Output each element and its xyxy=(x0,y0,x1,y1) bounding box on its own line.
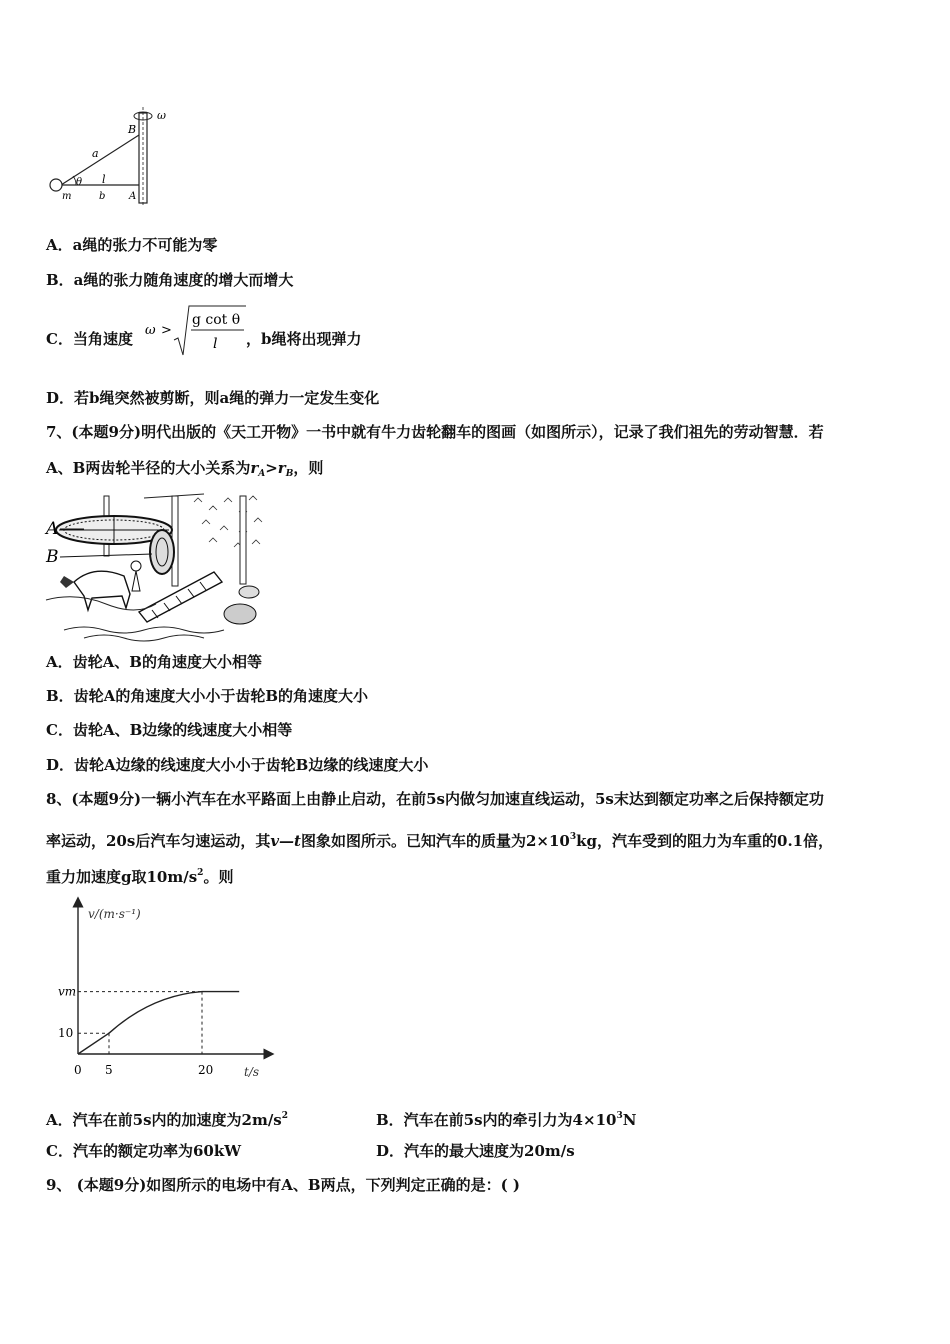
x-tick-5: 5 xyxy=(105,1063,113,1077)
q8-option-a-text: A．汽车在前5s内的加速度为2m/s xyxy=(46,1111,282,1129)
greater-than: > xyxy=(265,459,278,477)
series-segment-accel xyxy=(78,1033,109,1054)
q8-stem-line2-pre: 率运动，20s后汽车匀速运动，其 xyxy=(46,832,271,850)
q7-stem-line1: 7、(本题9分)明代出版的《天工开物》一书中就有牛力齿轮翻车的图画（如图所示），记录了我们祖先的劳动智慧．若 xyxy=(46,423,824,441)
label-m: m xyxy=(62,191,72,202)
y-tick-10: 10 xyxy=(58,1026,74,1041)
q8-stem-line3-pre: 重力加速度g取10m/s xyxy=(46,868,198,886)
q8-stem-line2 xyxy=(46,827,833,851)
q8-option-b-sup: 3 xyxy=(616,1111,623,1121)
figure-rope-pendulum xyxy=(44,105,184,211)
figure-ox-waterwheel xyxy=(44,492,266,642)
q8-option-b-text: B．汽车在前5s内的牵引力为4×10 xyxy=(376,1111,617,1129)
formula-omega: ω xyxy=(145,323,156,338)
label-a: a xyxy=(92,147,99,160)
q8-stem-line2-mid: 图象如图所示。已知汽车的质量为2×10 xyxy=(300,832,570,850)
q6-option-b: B．a绳的张力随角速度的增大而增大 xyxy=(46,271,294,289)
x-axis-label: t/s xyxy=(244,1065,260,1079)
label-theta: θ xyxy=(76,177,83,188)
q6-option-c-prefix: C．当角速度 xyxy=(46,330,133,348)
q8-option-c: C．汽车的额定功率为60kW xyxy=(46,1142,242,1160)
label-B: B xyxy=(128,123,137,136)
x-tick-20: 20 xyxy=(198,1063,214,1077)
fig7-label-b: B xyxy=(46,547,59,567)
q6-option-c xyxy=(46,329,133,349)
subscript-b: B xyxy=(285,469,294,479)
q6-formula xyxy=(143,300,263,360)
formula-gt: > xyxy=(161,323,172,338)
q6-option-a: A．a绳的张力不可能为零 xyxy=(46,236,218,254)
q7-stem-line2-pre: A、B两齿轮半径的大小关系为 xyxy=(46,459,251,477)
label-omega: ω xyxy=(157,109,166,122)
series-segment-power xyxy=(109,992,202,1034)
subscript-a: A xyxy=(258,469,266,479)
label-A: A xyxy=(129,191,137,202)
q6-option-d: D．若b绳突然被剪断，则a绳的弹力一定发生变化 xyxy=(46,389,380,407)
q7-option-a: A．齿轮A、B的角速度大小相等 xyxy=(46,653,262,671)
q8-stem-line3 xyxy=(46,863,233,887)
q8-stem-line1: 8、(本题9分)一辆小汽车在水平路面上由静止启动，在前5s内做匀加速直线运动，5s末达到额定功率之后保持额定功 xyxy=(46,790,824,808)
exponent-2: 2 xyxy=(197,868,204,878)
vt-symbol: v—t xyxy=(270,832,301,850)
sqrt-formula xyxy=(143,300,263,360)
q8-option-b-unit: N xyxy=(622,1111,637,1129)
q7-option-c: C．齿轮A、B边缘的线速度大小相等 xyxy=(46,721,293,739)
q8-option-a-sup: 2 xyxy=(281,1111,289,1121)
q7-option-d: D．齿轮A边缘的线速度大小小于齿轮B边缘的线速度大小 xyxy=(46,756,429,774)
radius-symbol-a: r xyxy=(250,459,259,477)
q9-stem: 9、 (本题9分)如图所示的电场中有A、B两点，下列判定正确的是：( ) xyxy=(46,1176,521,1194)
q7-stem-line2 xyxy=(46,458,323,484)
y-tick-vm: vm xyxy=(58,984,77,999)
q7-stem-line2-post: ，则 xyxy=(293,459,324,477)
q6-option-c-suffix: ，b绳将出现弹力 xyxy=(246,330,362,348)
vt-chart xyxy=(44,896,284,1086)
q8-stem-line2-post: kg，汽车受到的阻力为车重的0.1倍， xyxy=(576,832,834,850)
q8-stem-line3-post: 。则 xyxy=(203,868,234,886)
x-tick-0: 0 xyxy=(74,1063,82,1077)
radius-symbol-b: r xyxy=(277,459,286,477)
formula-numerator: g cot θ xyxy=(192,312,241,328)
label-l: l xyxy=(102,173,106,186)
formula-denominator: l xyxy=(213,336,218,352)
label-b: b xyxy=(99,191,106,202)
exponent-3: 3 xyxy=(569,832,577,842)
fig7-label-a: A xyxy=(46,519,59,539)
q7-option-b: B．齿轮A的角速度大小小于齿轮B的角速度大小 xyxy=(46,687,368,705)
q8-option-a xyxy=(46,1106,288,1130)
q8-option-d: D．汽车的最大速度为20m/s xyxy=(376,1142,575,1160)
q8-option-b xyxy=(376,1106,636,1130)
y-axis-label: v/(m·s⁻¹) xyxy=(88,907,141,921)
